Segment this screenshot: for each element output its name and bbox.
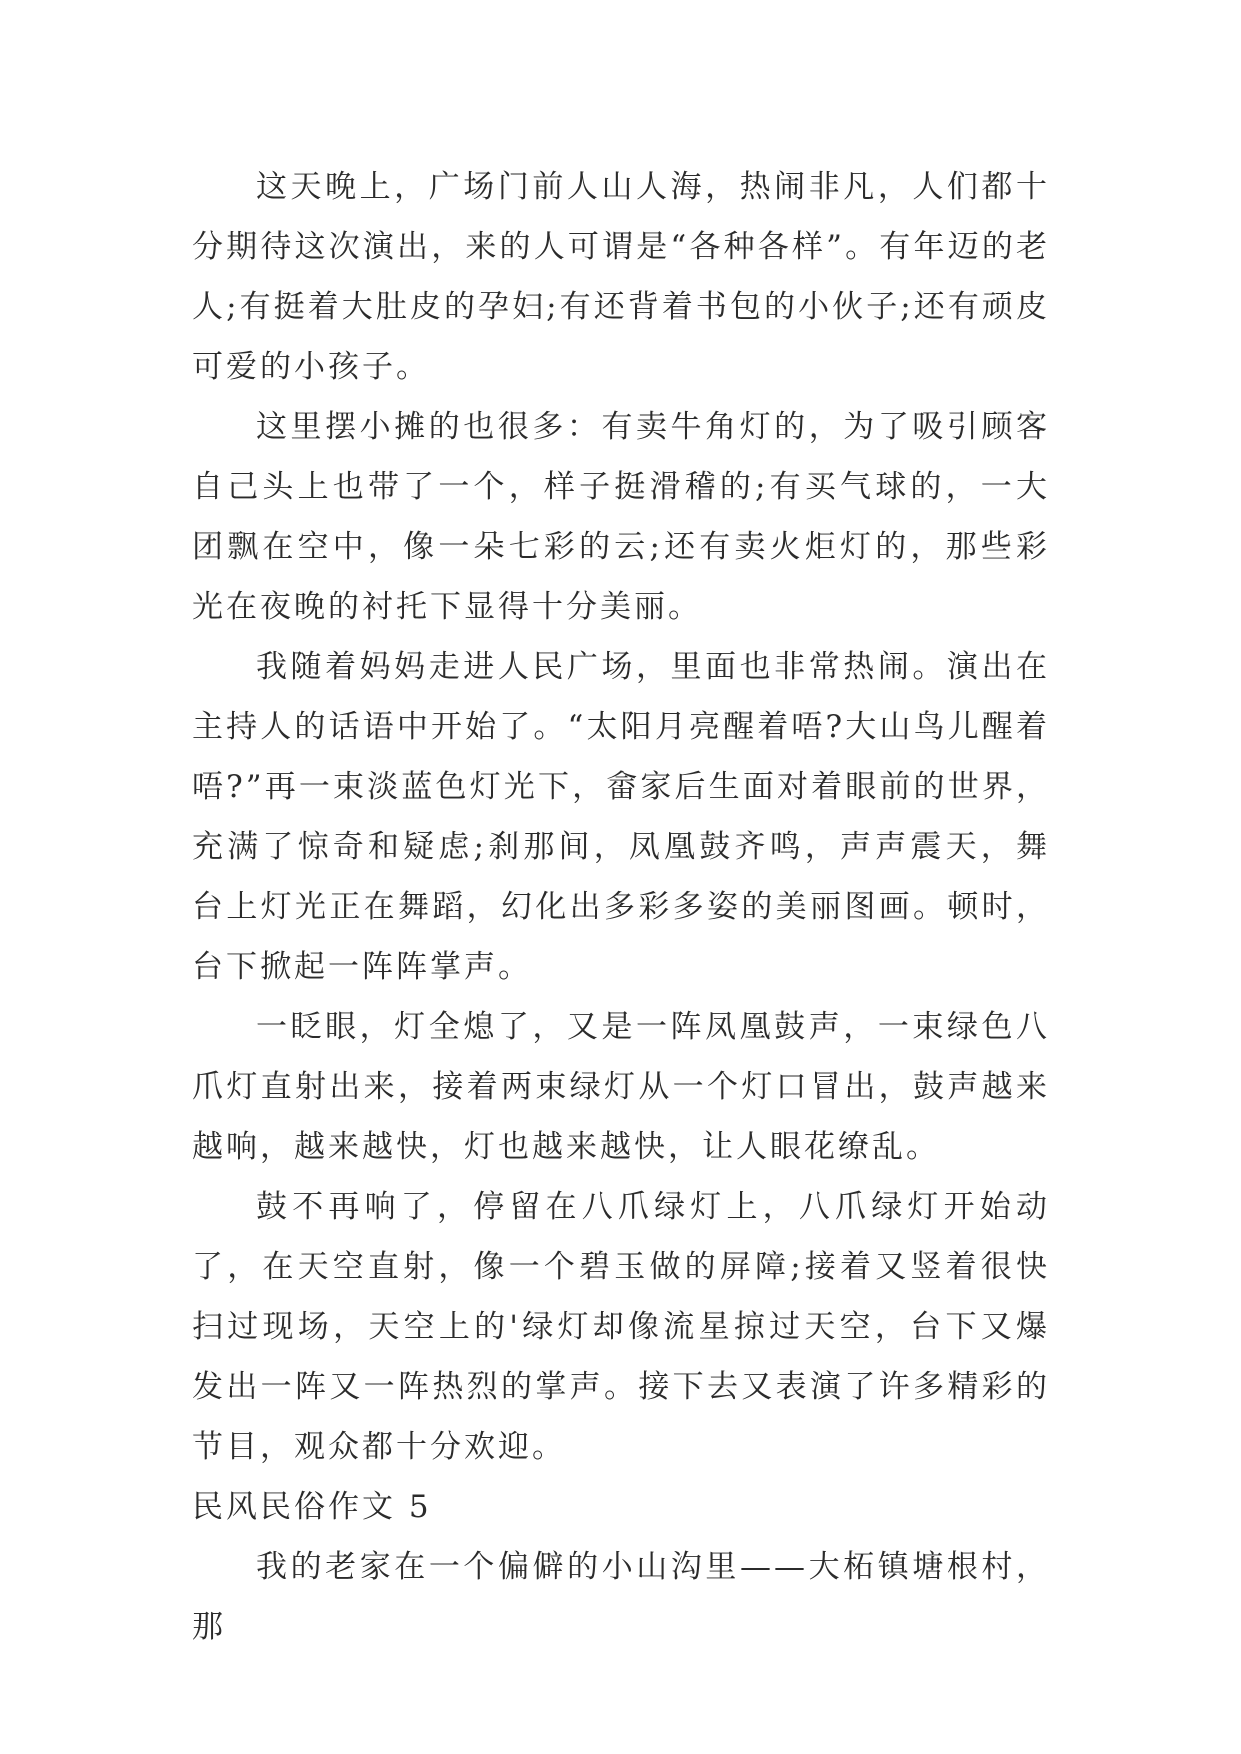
paragraph-1: 这天晚上，广场门前人山人海，热闹非凡，人们都十分期待这次演出，来的人可谓是“各种各样”。有年迈的老人;有挺着大肚皮的孕妇;有还背着书包的小伙子;还有顽皮可爱的小孩子。 bbox=[192, 169, 1050, 385]
paragraph-2: 这里摆小摊的也很多：有卖牛角灯的，为了吸引顾客自己头上也带了一个，样子挺滑稽的;有买气球的，一大团飘在空中，像一朵七彩的云;还有卖火炬灯的，那些彩光在夜晚的衬托下显得十分美丽。 bbox=[192, 409, 1050, 625]
document-body bbox=[192, 157, 1050, 1657]
paragraph-6: 我的老家在一个偏僻的小山沟里——大柘镇塘根村，那 bbox=[192, 1549, 1050, 1645]
paragraph-3: 我随着妈妈走进人民广场，里面也非常热闹。演出在主持人的话语中开始了。“太阳月亮醒着唔?大山鸟儿醒着唔?”再一束淡蓝色灯光下，畲家后生面对着眼前的世界，充满了惊奇和疑虑;刹那间，凤凰鼓齐鸣，声声震天，舞台上灯光正在舞蹈，幻化出多彩多姿的美丽图画。顿时，台下掀起一阵阵掌声。 bbox=[192, 649, 1050, 985]
section-heading: 民风民俗作文 5 bbox=[192, 1489, 432, 1525]
paragraph-5: 鼓不再响了，停留在八爪绿灯上，八爪绿灯开始动了，在天空直射，像一个碧玉做的屏障;接着又竖着很快扫过现场，天空上的'绿灯却像流星掠过天空，台下又爆发出一阵又一阵热烈的掌声。接下去又表演了许多精彩的节目，观众都十分欢迎。 bbox=[192, 1189, 1050, 1465]
paragraph-4: 一眨眼，灯全熄了，又是一阵凤凰鼓声，一束绿色八爪灯直射出来，接着两束绿灯从一个灯口冒出，鼓声越来越响，越来越快，灯也越来越快，让人眼花缭乱。 bbox=[192, 1009, 1050, 1165]
